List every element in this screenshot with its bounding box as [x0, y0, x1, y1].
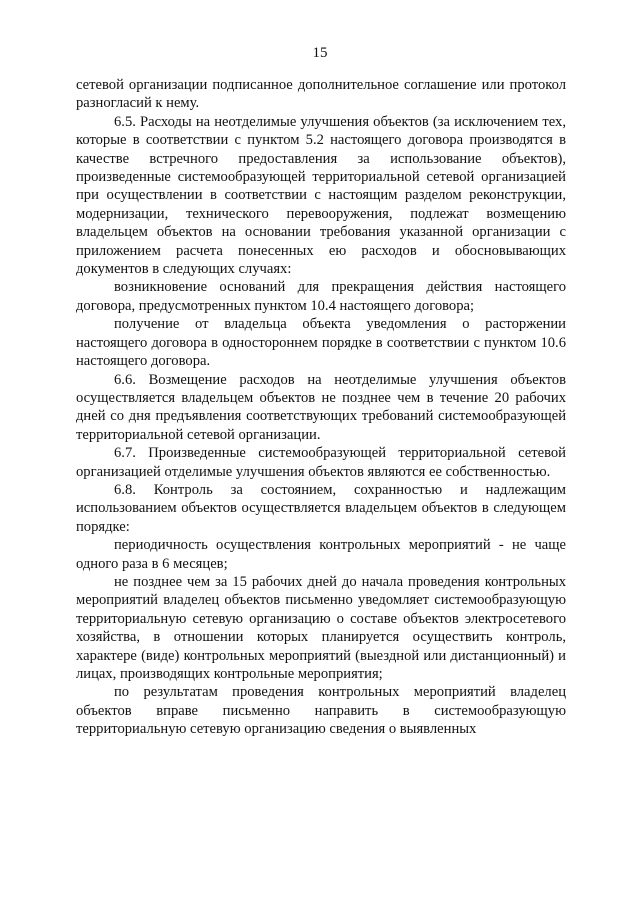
- paragraph-6-5-case-1: возникновение оснований для прекращения действия настоящего договора, предусмотренных пунктом 10.4 настоящего договора;: [76, 279, 566, 314]
- paragraph-6-6: 6.6. Возмещение расходов на неотделимые улучшения объектов осуществляется владельцем объектов не позднее чем в течение 20 рабочих дней со дня предъявления соответствующих требований системообразующей территориальной сетевой организации.: [76, 371, 566, 443]
- page-number: 15: [312, 45, 328, 61]
- paragraph-6-7: 6.7. Произведенные системообразующей территориальной сетевой организацией отделимые улучшения объектов являются ее собственностью.: [76, 445, 566, 480]
- paragraph-continuation: сетевой организации подписанное дополнительное соглашение или протокол разногласий к нему.: [76, 77, 566, 112]
- paragraph-6-8-item-3: по результатам проведения контрольных мероприятий владелец объектов вправе письменно направить в системообразующую территориальную сетевую организацию сведения о выявленных: [76, 684, 566, 738]
- paragraph-6-8-item-1: периодичность осуществления контрольных мероприятий - не чаще одного раза в 6 месяцев;: [76, 537, 566, 572]
- paragraph-6-8: 6.8. Контроль за состоянием, сохранностью и надлежащим использованием объектов осуществляется владельцем объектов в следующем порядке:: [76, 481, 566, 535]
- paragraph-6-5: 6.5. Расходы на неотделимые улучшения объектов (за исключением тех, которые в соответствии с пунктом 5.2 настоящего договора производятся в качестве встречного предоставления за использование объектов), произведенные системообразующей территориальной сетевой организацией при осуществлении в соответствии с настоящим разделом реконструкции, модернизации, технического перевооружения, подлежат возмещению владельцем объектов на основании требования указанной организации с приложением расчета понесенных ею расходов и обосновывающих документов в следующих случаях:: [76, 113, 566, 278]
- paragraph-6-8-item-2: не позднее чем за 15 рабочих дней до начала проведения контрольных мероприятий владелец объектов письменно уведомляет системообразующую территориальную сетевую организацию о составе объектов электросетевого хозяйства, в отношении которых планируется осуществить контроль, характере (виде) контрольных мероприятий (выездной или дистанционный) и лицах, производящих контрольные мероприятия;: [76, 573, 566, 682]
- document-body: [76, 76, 566, 739]
- paragraph-6-5-case-2: получение от владельца объекта уведомления о расторжении настоящего договора в одностороннем порядке в соответствии с пунктом 10.6 настоящего договора.: [76, 316, 566, 370]
